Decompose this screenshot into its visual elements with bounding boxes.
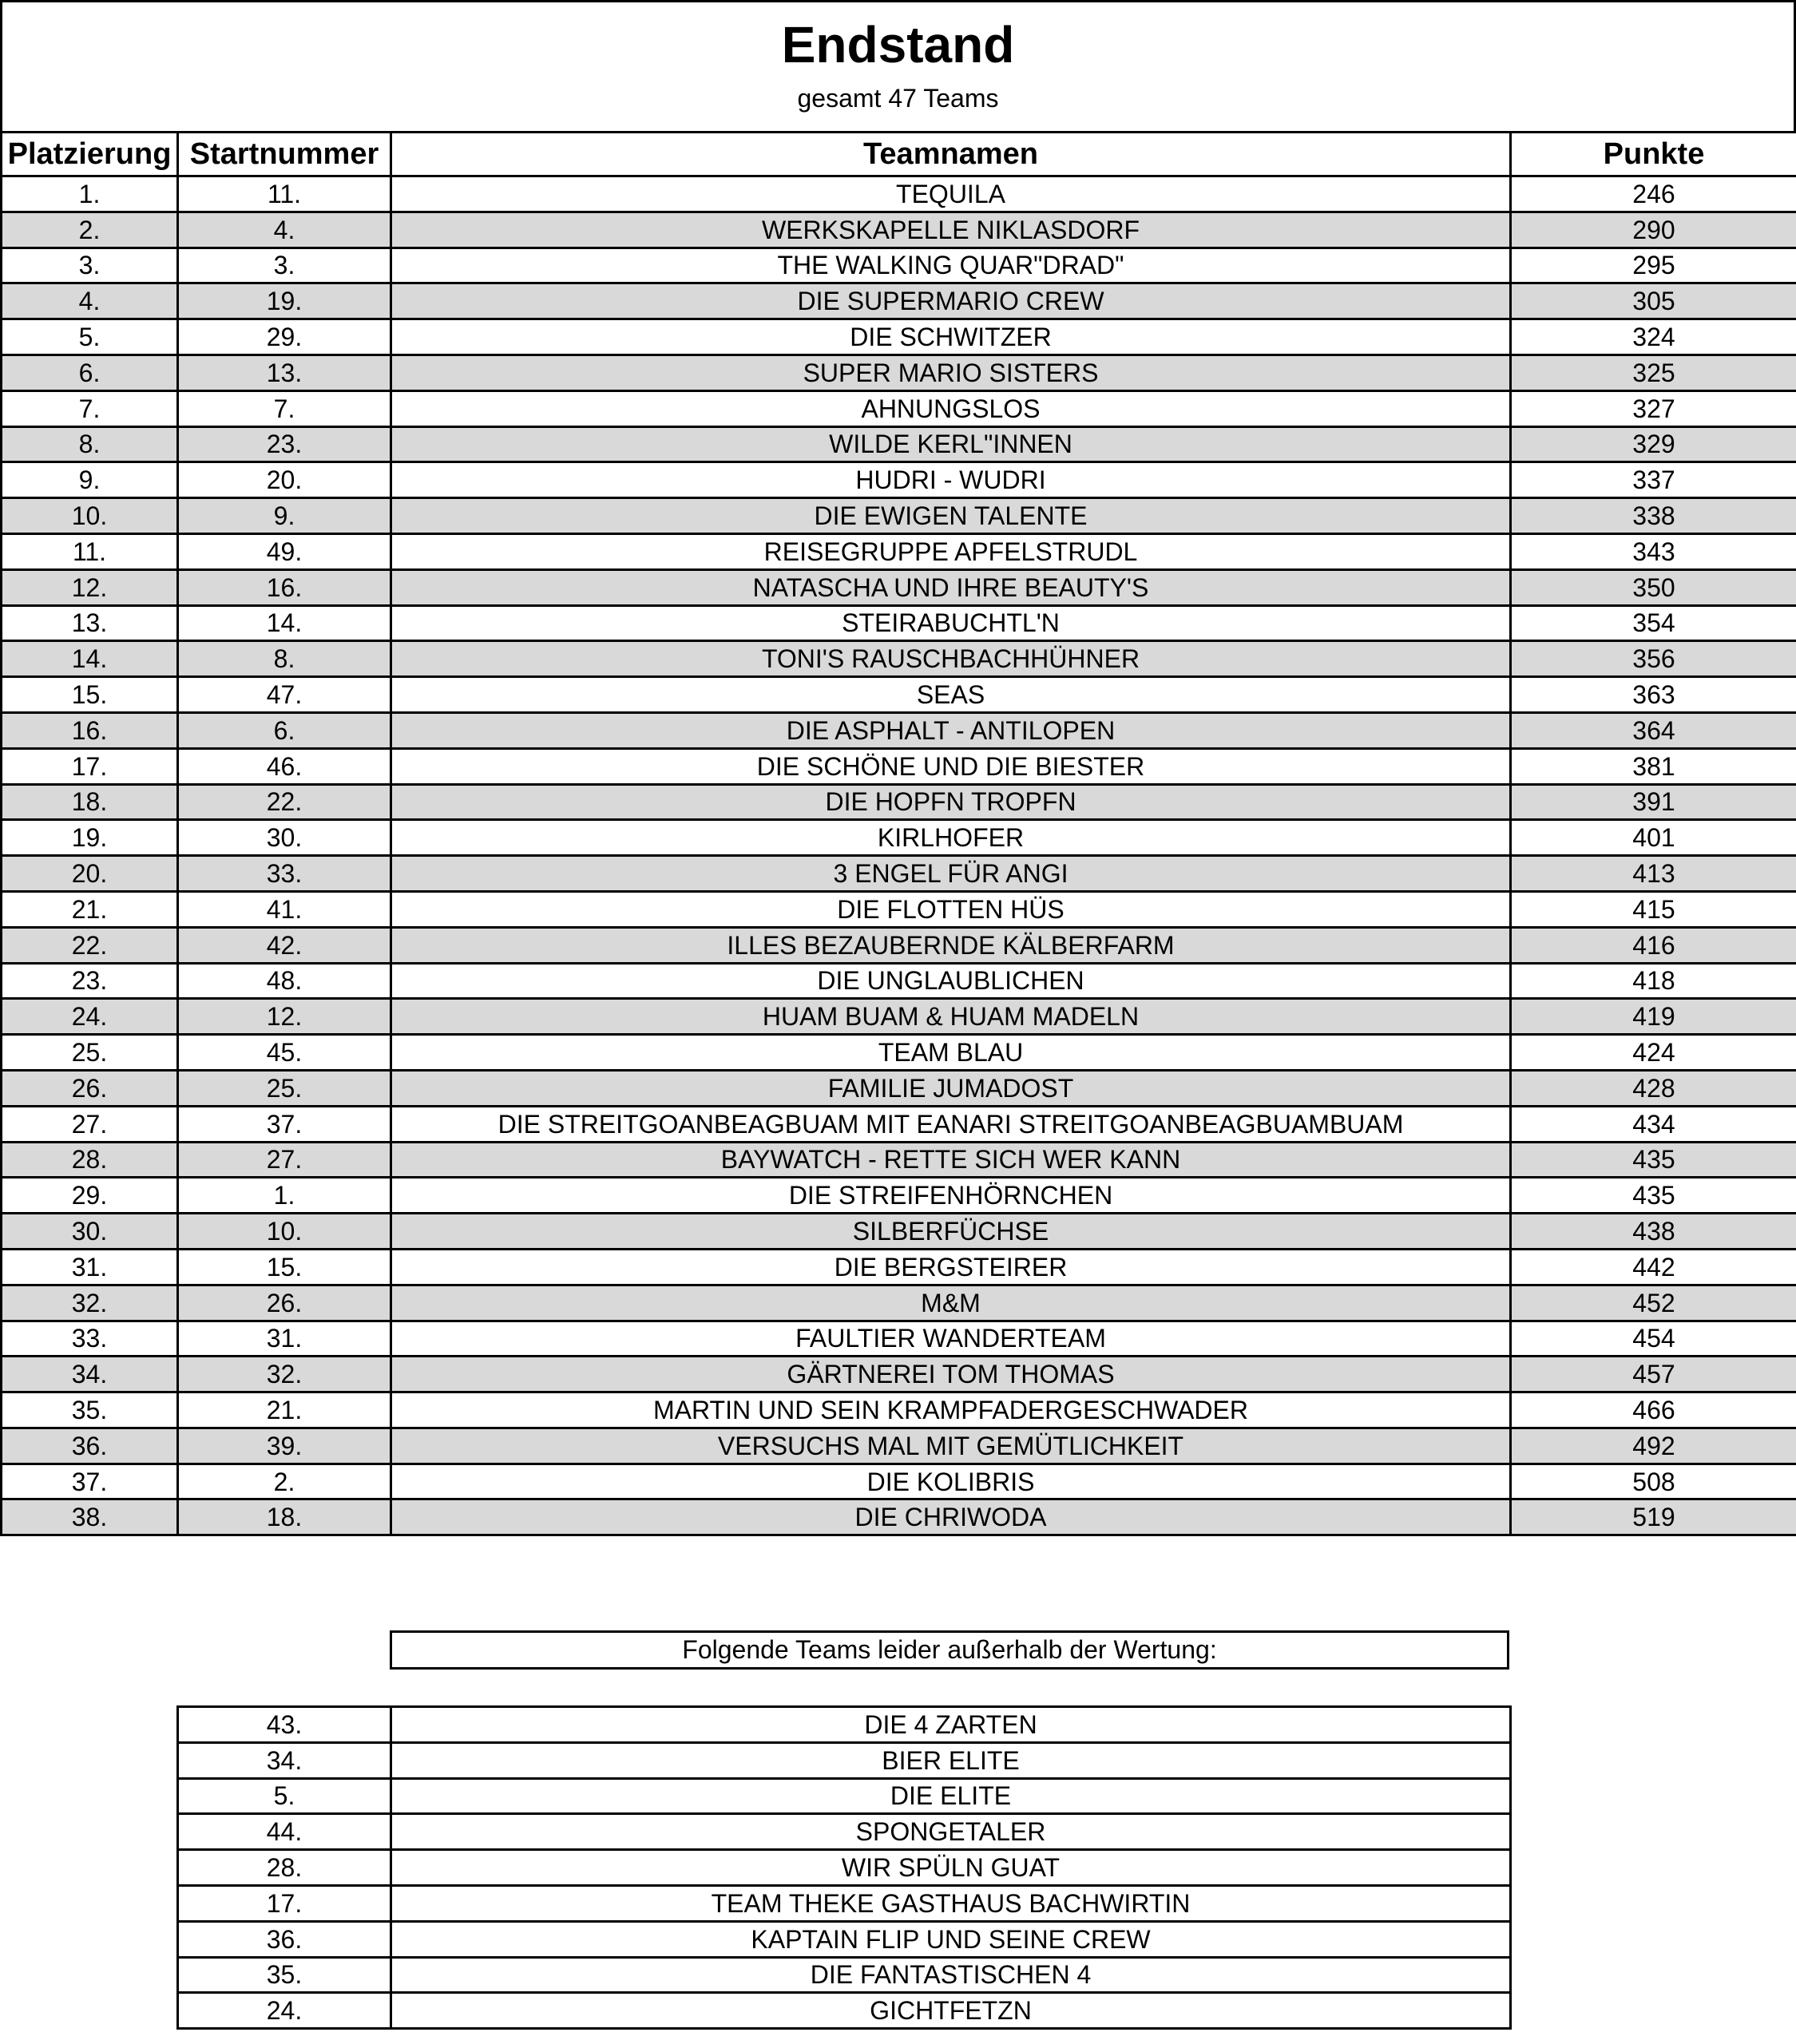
table-row (2, 1249, 1796, 1285)
table-row (2, 748, 1796, 784)
cell-points: 295 (1511, 248, 1796, 283)
cell-points: 519 (1511, 1499, 1796, 1535)
cell-points: 337 (1511, 462, 1796, 498)
cell-team: TONI'S RAUSCHBACHHÜHNER (391, 641, 1511, 677)
cell-points: 391 (1511, 784, 1796, 820)
cell-team: 3 ENGEL FÜR ANGI (391, 856, 1511, 892)
table-row (2, 712, 1796, 748)
cell-team: DIE SCHWITZER (391, 319, 1511, 355)
cell-team: TEAM THEKE GASTHAUS BACHWIRTIN (391, 1885, 1511, 1921)
cell-place: 20. (2, 856, 178, 892)
cell-place: 7. (2, 390, 178, 426)
cell-team: ILLES BEZAUBERNDE KÄLBERFARM (391, 927, 1511, 963)
cell-team: DIE 4 ZARTEN (391, 1707, 1511, 1743)
cell-start: 49. (178, 533, 391, 569)
column-header-start: Startnummer (178, 133, 391, 176)
cell-place: 32. (2, 1285, 178, 1321)
cell-points: 324 (1511, 319, 1796, 355)
cell-start: 29. (178, 319, 391, 355)
cell-points: 338 (1511, 498, 1796, 534)
cell-team: STEIRABUCHTL'N (391, 605, 1511, 641)
cell-place: 1. (2, 176, 178, 212)
table-row (178, 1850, 1511, 1886)
cell-start: 46. (178, 748, 391, 784)
table-row (178, 1921, 1511, 1957)
table-row (2, 1106, 1796, 1142)
cell-place: 37. (2, 1464, 178, 1499)
cell-start: 21. (178, 1392, 391, 1428)
cell-team: SUPER MARIO SISTERS (391, 355, 1511, 390)
table-row (2, 1321, 1796, 1357)
cell-team: KAPTAIN FLIP UND SEINE CREW (391, 1921, 1511, 1957)
cell-points: 424 (1511, 1035, 1796, 1071)
cell-start: 27. (178, 1142, 391, 1178)
table-row (2, 605, 1796, 641)
cell-points: 457 (1511, 1357, 1796, 1392)
cell-place: 12. (2, 569, 178, 605)
cell-place: 3. (2, 248, 178, 283)
cell-start: 18. (178, 1499, 391, 1535)
cell-start: 13. (178, 355, 391, 390)
table-row (2, 820, 1796, 856)
table-row (178, 1778, 1511, 1814)
table-row (178, 1885, 1511, 1921)
cell-team: DIE SUPERMARIO CREW (391, 283, 1511, 319)
cell-team: FAMILIE JUMADOST (391, 1070, 1511, 1106)
cell-start: 15. (178, 1249, 391, 1285)
cell-team: SILBERFÜCHSE (391, 1214, 1511, 1250)
table-row (2, 1428, 1796, 1464)
cell-start: 35. (178, 1957, 391, 1993)
cell-team: HUAM BUAM & HUAM MADELN (391, 999, 1511, 1035)
cell-start: 48. (178, 963, 391, 999)
table-row (2, 1070, 1796, 1106)
cell-start: 11. (178, 176, 391, 212)
table-row (178, 1814, 1511, 1850)
table-row (2, 1464, 1796, 1499)
cell-start: 9. (178, 498, 391, 534)
table-row (2, 176, 1796, 212)
cell-place: 22. (2, 927, 178, 963)
table-row (2, 390, 1796, 426)
title-box (0, 0, 1796, 131)
cell-place: 13. (2, 605, 178, 641)
cell-points: 381 (1511, 748, 1796, 784)
cell-start: 37. (178, 1106, 391, 1142)
cell-place: 8. (2, 426, 178, 462)
cell-points: 329 (1511, 426, 1796, 462)
header-row (2, 133, 1796, 176)
cell-team: WIR SPÜLN GUAT (391, 1850, 1511, 1886)
cell-place: 17. (2, 748, 178, 784)
cell-place: 34. (2, 1357, 178, 1392)
cell-points: 416 (1511, 927, 1796, 963)
cell-place: 30. (2, 1214, 178, 1250)
cell-start: 23. (178, 426, 391, 462)
table-row (2, 319, 1796, 355)
cell-points: 428 (1511, 1070, 1796, 1106)
cell-team: DIE STREITGOANBEAGBUAM MIT EANARI STREITGOANBEAGBUAMBUAM (391, 1106, 1511, 1142)
cell-start: 10. (178, 1214, 391, 1250)
table-row (178, 1742, 1511, 1778)
page-title: Endstand (781, 16, 1015, 73)
column-header-place: Platzierung (2, 133, 178, 176)
cell-points: 454 (1511, 1321, 1796, 1357)
cell-team: DIE KOLIBRIS (391, 1464, 1511, 1499)
cell-place: 26. (2, 1070, 178, 1106)
out-of-ranking-body (178, 1707, 1511, 2029)
cell-points: 327 (1511, 390, 1796, 426)
out-of-ranking-table (176, 1705, 1512, 2030)
cell-start: 22. (178, 784, 391, 820)
table-row (2, 891, 1796, 927)
cell-start: 19. (178, 283, 391, 319)
table-row (2, 999, 1796, 1035)
cell-team: AHNUNGSLOS (391, 390, 1511, 426)
cell-start: 28. (178, 1850, 391, 1886)
cell-team: VERSUCHS MAL MIT GEMÜTLICHKEIT (391, 1428, 1511, 1464)
cell-place: 4. (2, 283, 178, 319)
cell-start: 47. (178, 677, 391, 713)
cell-team: DIE STREIFENHÖRNCHEN (391, 1178, 1511, 1214)
cell-points: 415 (1511, 891, 1796, 927)
cell-team: WERKSKAPELLE NIKLASDORF (391, 212, 1511, 248)
table-row (2, 963, 1796, 999)
cell-start: 39. (178, 1428, 391, 1464)
table-row (2, 1035, 1796, 1071)
cell-place: 28. (2, 1142, 178, 1178)
cell-team: DIE CHRIWODA (391, 1499, 1511, 1535)
cell-points: 363 (1511, 677, 1796, 713)
results-table (0, 131, 1796, 1536)
cell-team: GICHTFETZN (391, 1993, 1511, 2029)
cell-place: 35. (2, 1392, 178, 1428)
column-header-team: Teamnamen (391, 133, 1511, 176)
cell-start: 30. (178, 820, 391, 856)
cell-points: 442 (1511, 1249, 1796, 1285)
cell-place: 24. (2, 999, 178, 1035)
cell-points: 434 (1511, 1106, 1796, 1142)
cell-start: 1. (178, 1178, 391, 1214)
cell-team: WILDE KERL"INNEN (391, 426, 1511, 462)
cell-team: FAULTIER WANDERTEAM (391, 1321, 1511, 1357)
cell-points: 325 (1511, 355, 1796, 390)
table-row (2, 641, 1796, 677)
cell-place: 14. (2, 641, 178, 677)
cell-start: 14. (178, 605, 391, 641)
cell-points: 356 (1511, 641, 1796, 677)
cell-place: 11. (2, 533, 178, 569)
cell-place: 25. (2, 1035, 178, 1071)
cell-points: 305 (1511, 283, 1796, 319)
cell-start: 31. (178, 1321, 391, 1357)
cell-place: 6. (2, 355, 178, 390)
cell-team: DIE HOPFN TROPFN (391, 784, 1511, 820)
cell-team: BIER ELITE (391, 1742, 1511, 1778)
cell-points: 435 (1511, 1142, 1796, 1178)
cell-place: 38. (2, 1499, 178, 1535)
cell-place: 18. (2, 784, 178, 820)
cell-points: 364 (1511, 712, 1796, 748)
cell-start: 45. (178, 1035, 391, 1071)
table-row (178, 1707, 1511, 1743)
cell-start: 8. (178, 641, 391, 677)
cell-team: DIE FLOTTEN HÜS (391, 891, 1511, 927)
table-row (2, 498, 1796, 534)
cell-start: 32. (178, 1357, 391, 1392)
table-row (2, 1285, 1796, 1321)
cell-place: 10. (2, 498, 178, 534)
cell-team: DIE BERGSTEIRER (391, 1249, 1511, 1285)
table-row (2, 212, 1796, 248)
cell-start: 17. (178, 1885, 391, 1921)
cell-points: 413 (1511, 856, 1796, 892)
cell-points: 419 (1511, 999, 1796, 1035)
cell-team: DIE EWIGEN TALENTE (391, 498, 1511, 534)
cell-points: 435 (1511, 1178, 1796, 1214)
cell-start: 44. (178, 1814, 391, 1850)
cell-start: 4. (178, 212, 391, 248)
table-row (2, 462, 1796, 498)
cell-team: MARTIN UND SEIN KRAMPFADERGESCHWADER (391, 1392, 1511, 1428)
table-row (178, 1957, 1511, 1993)
cell-points: 466 (1511, 1392, 1796, 1428)
cell-team: HUDRI - WUDRI (391, 462, 1511, 498)
cell-start: 16. (178, 569, 391, 605)
cell-points: 350 (1511, 569, 1796, 605)
cell-start: 24. (178, 1993, 391, 2029)
cell-points: 246 (1511, 176, 1796, 212)
table-row (2, 677, 1796, 713)
cell-team: DIE SCHÖNE UND DIE BIESTER (391, 748, 1511, 784)
table-row (2, 283, 1796, 319)
cell-place: 15. (2, 677, 178, 713)
cell-team: M&M (391, 1285, 1511, 1321)
table-row (2, 927, 1796, 963)
cell-place: 27. (2, 1106, 178, 1142)
table-row (2, 1214, 1796, 1250)
cell-points: 438 (1511, 1214, 1796, 1250)
table-row (2, 248, 1796, 283)
cell-team: GÄRTNEREI TOM THOMAS (391, 1357, 1511, 1392)
cell-team: SPONGETALER (391, 1814, 1511, 1850)
table-row (2, 426, 1796, 462)
table-row (2, 1392, 1796, 1428)
cell-place: 19. (2, 820, 178, 856)
table-row (2, 355, 1796, 390)
column-header-points: Punkte (1511, 133, 1796, 176)
cell-place: 29. (2, 1178, 178, 1214)
cell-place: 21. (2, 891, 178, 927)
cell-place: 31. (2, 1249, 178, 1285)
table-row (2, 784, 1796, 820)
cell-start: 26. (178, 1285, 391, 1321)
cell-team: NATASCHA UND IHRE BEAUTY'S (391, 569, 1511, 605)
cell-start: 20. (178, 462, 391, 498)
cell-team: DIE FANTASTISCHEN 4 (391, 1957, 1511, 1993)
cell-start: 2. (178, 1464, 391, 1499)
cell-start: 36. (178, 1921, 391, 1957)
cell-start: 42. (178, 927, 391, 963)
cell-team: DIE UNGLAUBLICHEN (391, 963, 1511, 999)
cell-team: BAYWATCH - RETTE SICH WER KANN (391, 1142, 1511, 1178)
results-body (2, 176, 1796, 1535)
cell-points: 508 (1511, 1464, 1796, 1499)
cell-team: REISEGRUPPE APFELSTRUDL (391, 533, 1511, 569)
cell-team: DIE ELITE (391, 1778, 1511, 1814)
cell-start: 3. (178, 248, 391, 283)
cell-team: THE WALKING QUAR"DRAD" (391, 248, 1511, 283)
cell-place: 5. (2, 319, 178, 355)
out-of-ranking-label: Folgende Teams leider außerhalb der Wertung: (390, 1630, 1509, 1670)
cell-place: 33. (2, 1321, 178, 1357)
cell-team: KIRLHOFER (391, 820, 1511, 856)
cell-points: 401 (1511, 820, 1796, 856)
table-row (2, 1178, 1796, 1214)
cell-start: 12. (178, 999, 391, 1035)
table-row (2, 856, 1796, 892)
table-row (178, 1993, 1511, 2029)
cell-team: SEAS (391, 677, 1511, 713)
cell-points: 290 (1511, 212, 1796, 248)
table-row (2, 1357, 1796, 1392)
cell-start: 6. (178, 712, 391, 748)
cell-start: 5. (178, 1778, 391, 1814)
page-subtitle: gesamt 47 Teams (797, 84, 999, 113)
table-row (2, 1499, 1796, 1535)
cell-points: 354 (1511, 605, 1796, 641)
cell-team: DIE ASPHALT - ANTILOPEN (391, 712, 1511, 748)
cell-points: 492 (1511, 1428, 1796, 1464)
cell-team: TEAM BLAU (391, 1035, 1511, 1071)
cell-points: 343 (1511, 533, 1796, 569)
cell-points: 452 (1511, 1285, 1796, 1321)
cell-start: 33. (178, 856, 391, 892)
cell-place: 9. (2, 462, 178, 498)
cell-place: 2. (2, 212, 178, 248)
cell-points: 418 (1511, 963, 1796, 999)
cell-start: 41. (178, 891, 391, 927)
cell-start: 25. (178, 1070, 391, 1106)
cell-team: TEQUILA (391, 176, 1511, 212)
table-row (2, 533, 1796, 569)
cell-start: 43. (178, 1707, 391, 1743)
cell-place: 36. (2, 1428, 178, 1464)
table-row (2, 1142, 1796, 1178)
cell-place: 23. (2, 963, 178, 999)
cell-start: 7. (178, 390, 391, 426)
table-row (2, 569, 1796, 605)
cell-place: 16. (2, 712, 178, 748)
cell-start: 34. (178, 1742, 391, 1778)
